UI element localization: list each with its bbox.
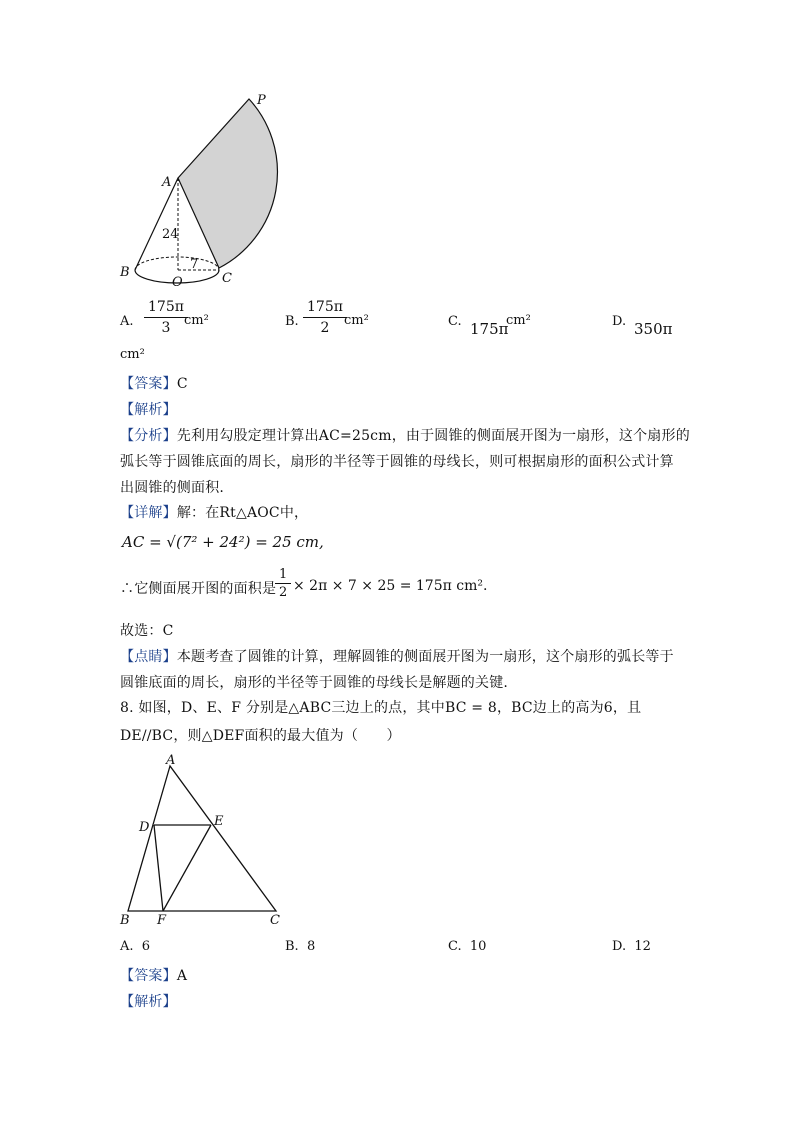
label-height: 24 [162,227,179,242]
q7-guxuan: 故选：C [120,623,174,639]
q7-option-a-unit: cm² [184,313,209,328]
q8-option-a-label: A. [120,939,134,954]
segment-df [154,825,163,911]
q7-option-a-label: A. [120,314,134,329]
lateral-sector [178,99,277,268]
q7-eq2-den: 2 [279,585,288,600]
q7-fenxi-line-3: 出圆锥的侧面积. [120,480,225,496]
label-a: A [166,753,176,768]
segment-ef [163,825,211,911]
base-ellipse-back [135,257,219,270]
q8-option-d [612,939,651,954]
q7-fenxi-line-1 [120,425,690,445]
q7-option-c-unit: cm² [506,313,531,328]
label-e: E [214,814,224,829]
q7-fenxi-tag: 【分析】 [120,428,177,444]
q8-option-d-label: D. [612,939,627,954]
q8-answer-tag: 【答案】 [120,968,177,984]
q7-eq2-rest: × 2π × 7 × 25 = 175π cm². [293,578,488,594]
q7-equation-ac: AC = √(7² + 24²) = 25 cm, [122,533,324,551]
q8-analysis-tag: 【解析】 [120,994,177,1010]
q7-option-d-label: D. [612,314,627,329]
q7-equation-area [120,578,276,598]
q7-option-b-num: 175π [303,297,347,318]
q7-option-b-label: B. [285,314,299,329]
label-c: C [270,913,280,928]
q7-dianjing-line-2: 圆锥底面的周长，扇形的半径等于圆锥的母线长是解题的关键. [120,675,509,691]
q8-option-a [120,939,150,954]
q7-fenxi-text-1: 先利用勾股定理计算出AC=25cm，由于圆锥的侧面展开图为一扇形，这个扇形的 [176,428,690,444]
label-P: P [257,93,266,108]
q8-stem-line-1: 8. 如图，D、E、F 分别是△ABC三边上的点，其中BC = 8，BC边上的高为6，且 [120,700,642,716]
q7-option-b-fraction [303,297,347,338]
q7-xiangjie-line [120,502,308,522]
q8-answer-value: A [176,968,188,984]
q7-option-d-value: 350π [634,320,673,338]
q7-dianjing-line-1 [120,646,674,666]
q7-option-b-den: 2 [320,320,330,336]
label-A: A [162,175,172,190]
q7-eq2-prefix: ∴它侧面展开图的面积是 [120,581,277,597]
label-b: B [120,913,130,928]
slant-AB [135,178,178,270]
q8-option-d-value: 12 [634,939,651,954]
q8-stem-line-2: DE//BC，则△DEF面积的最大值为（ ） [120,728,401,744]
q7-eq2-num: 1 [275,566,291,584]
label-radius: 7 [190,257,199,272]
q8-option-c [448,939,486,954]
label-C: C [222,271,232,286]
q7-xiangjie-tag: 【详解】 [120,505,177,521]
q7-option-a-num: 175π [144,297,188,318]
label-f: F [157,913,167,928]
q8-option-c-value: 10 [469,939,487,954]
q7-fenxi-line-2: 弧长等于圆锥底面的周长，扇形的半径等于圆锥的母线长，则可根据扇形的面积公式计算 [120,454,674,470]
q8-answer-line [120,965,187,985]
q7-option-a-den: 3 [161,320,171,336]
label-B: B [120,265,130,280]
triangle-abc [128,766,276,911]
q7-option-c-value: 175π [470,320,509,338]
q7-xiangjie-text: 解：在Rt△AOC中， [176,505,309,521]
label-d: D [139,820,150,835]
q7-analysis-tag: 【解析】 [120,402,177,418]
q7-eq2-fraction [275,566,291,601]
q7-answer-line [120,373,188,393]
q8-option-c-label: C. [448,939,462,954]
q8-option-b-label: B. [285,939,299,954]
q7-option-c-label: C. [448,314,462,329]
q7-option-b-unit: cm² [344,313,369,328]
q7-option-d-unit: cm² [120,347,145,362]
q7-option-a-fraction [144,297,188,338]
q8-option-a-value: 6 [141,939,151,954]
label-O: O [172,275,183,290]
cone-sector-figure [110,88,300,298]
q7-answer-value: C [176,376,188,392]
q7-answer-tag: 【答案】 [120,376,177,392]
q8-option-b [285,939,315,954]
triangle-figure [110,750,290,930]
q7-dianjing-tag: 【点睛】 [120,649,177,665]
q8-option-b-value: 8 [306,939,316,954]
q7-dianjing-text-1: 本题考查了圆锥的计算，理解圆锥的侧面展开图为一扇形，这个扇形的弧长等于 [176,649,674,665]
